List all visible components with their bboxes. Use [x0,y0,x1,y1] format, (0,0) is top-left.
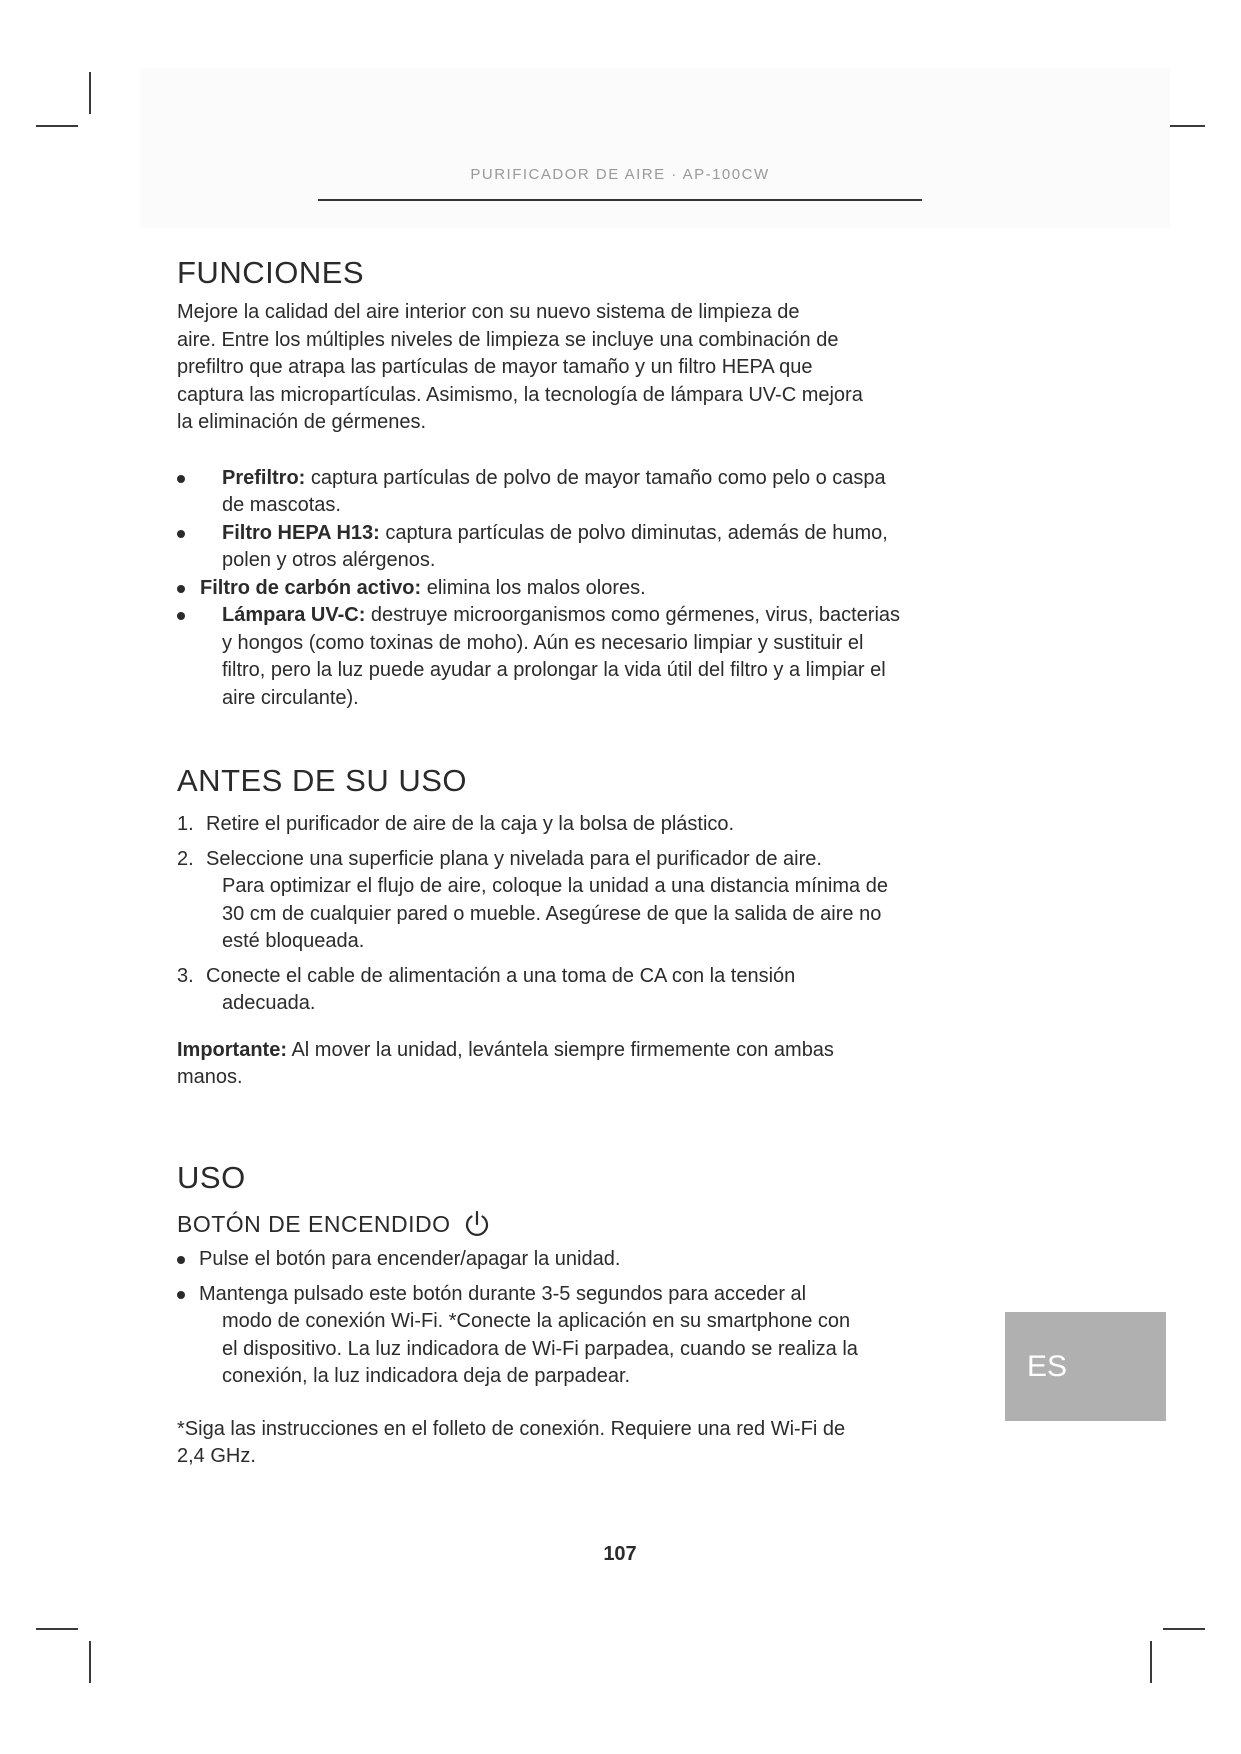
important-note [177,1037,997,1092]
section-title-funciones: FUNCIONES [177,255,365,290]
crop-mark [36,125,78,127]
list-item [177,465,997,520]
crop-mark [36,1628,78,1630]
crop-mark [1150,1641,1152,1683]
bullet-icon [177,1291,185,1299]
list-item [177,1246,997,1274]
bullet-icon [177,585,185,593]
step-number: 1. [177,813,194,835]
list-item [177,602,997,712]
section-title-uso: USO [177,1160,246,1195]
feature-label: Prefiltro: [222,466,306,489]
step-text: Para optimizar el flujo de aire, coloque la unidad a una distancia mínima de [222,875,888,897]
page-number: 107 [603,1543,637,1565]
list-item [177,1281,997,1391]
section-uso [177,1160,997,1471]
important-text: manos. [177,1066,243,1088]
step-number: 3. [177,964,194,987]
intro-line: la eliminación de gérmenes. [177,411,427,433]
section-antes [177,763,997,1092]
step-text: Retire el purificador de aire de la caja y la bolsa de plástico. [206,813,735,835]
crop-mark [89,1641,91,1683]
list-item [177,963,997,1018]
feature-text: polen y otros alérgenos. [222,549,436,571]
bullet-text: conexión, la luz indicadora deja de parpadear. [222,1365,631,1387]
power-icon [461,1208,493,1240]
feature-text: aire circulante). [222,686,359,709]
section-funciones [177,255,997,712]
intro-line: captura las micropartículas. Asimismo, la tecnología de lámpara UV-C mejora [177,383,863,406]
crop-mark [89,72,91,114]
feature-text: captura partículas de polvo diminutas, además de humo, [379,521,888,544]
feature-list [177,465,997,713]
intro-line: prefiltro que atrapa las partículas de mayor tamaño y un filtro HEPA que [177,356,813,378]
running-head: PURIFICADOR DE AIRE · AP-100CW [470,166,770,183]
step-text: adecuada. [222,992,316,1014]
feature-text: filtro, pero la luz puede ayudar a prolongar la vida útil del filtro y a limpiar el [222,659,886,681]
important-label: Importante: [177,1038,287,1061]
bullet-icon [177,1256,185,1264]
bullet-text: el dispositivo. La luz indicadora de Wi-Fi parpadea, cuando se realiza la [222,1337,858,1360]
language-tab: ES [1005,1312,1166,1421]
feature-text: captura partículas de polvo de mayor tamaño como pelo o caspa [305,466,886,489]
step-text: Conecte el cable de alimentación a una toma de CA con la tensión [206,964,796,987]
feature-text: de mascotas. [222,494,341,516]
note-line: *Siga las instrucciones en el folleto de conexión. Requiere una red Wi-Fi de [177,1417,846,1440]
section-title-antes: ANTES DE SU USO [177,763,467,798]
list-item [177,575,997,603]
intro-paragraph [177,299,997,437]
step-number: 2. [177,847,194,870]
bullet-icon [177,612,185,620]
power-heading-text: BOTÓN DE ENCENDIDO [177,1210,451,1237]
header-rule [318,199,922,201]
header-band [140,68,1170,228]
step-text: esté bloqueada. [222,930,365,952]
intro-line: Mejore la calidad del aire interior con su nuevo sistema de limpieza de [177,301,800,323]
crop-mark [1163,1628,1205,1630]
bullet-icon [177,530,185,538]
list-item [177,811,997,839]
power-bullets [177,1246,997,1391]
feature-label: Lámpara UV-C: [222,604,366,626]
bullet-text: Pulse el botón para encender/apagar la unidad. [199,1248,621,1270]
bullet-text: modo de conexión Wi-Fi. *Conecte la aplicación en su smartphone con [222,1310,851,1332]
intro-line: aire. Entre los múltiples niveles de limpieza se incluye una combinación de [177,328,839,351]
feature-text: y hongos (como toxinas de moho). Aún es necesario limpiar y sustituir el [222,631,864,654]
feature-text: destruye microorganismos como gérmenes, virus, bacterias [365,604,901,626]
bullet-icon [177,475,185,483]
list-item [177,846,997,956]
step-text: Seleccione una superficie plana y nivelada para el purificador de aire. [206,847,822,870]
bullet-text: Mantenga pulsado este botón durante 3-5 segundos para acceder al [199,1282,807,1305]
wifi-note [177,1416,997,1471]
feature-label: Filtro de carbón activo: [200,576,422,599]
important-text: Al mover la unidad, levántela siempre firmemente con ambas [287,1038,834,1061]
steps-list [177,811,997,1018]
step-text: 30 cm de cualquier pared o mueble. Asegúrese de que la salida de aire no [222,902,882,925]
power-heading [177,1208,997,1240]
feature-text: elimina los malos olores. [421,576,646,599]
note-line: 2,4 GHz. [177,1445,256,1467]
feature-label: Filtro HEPA H13: [222,521,380,544]
list-item [177,520,997,575]
